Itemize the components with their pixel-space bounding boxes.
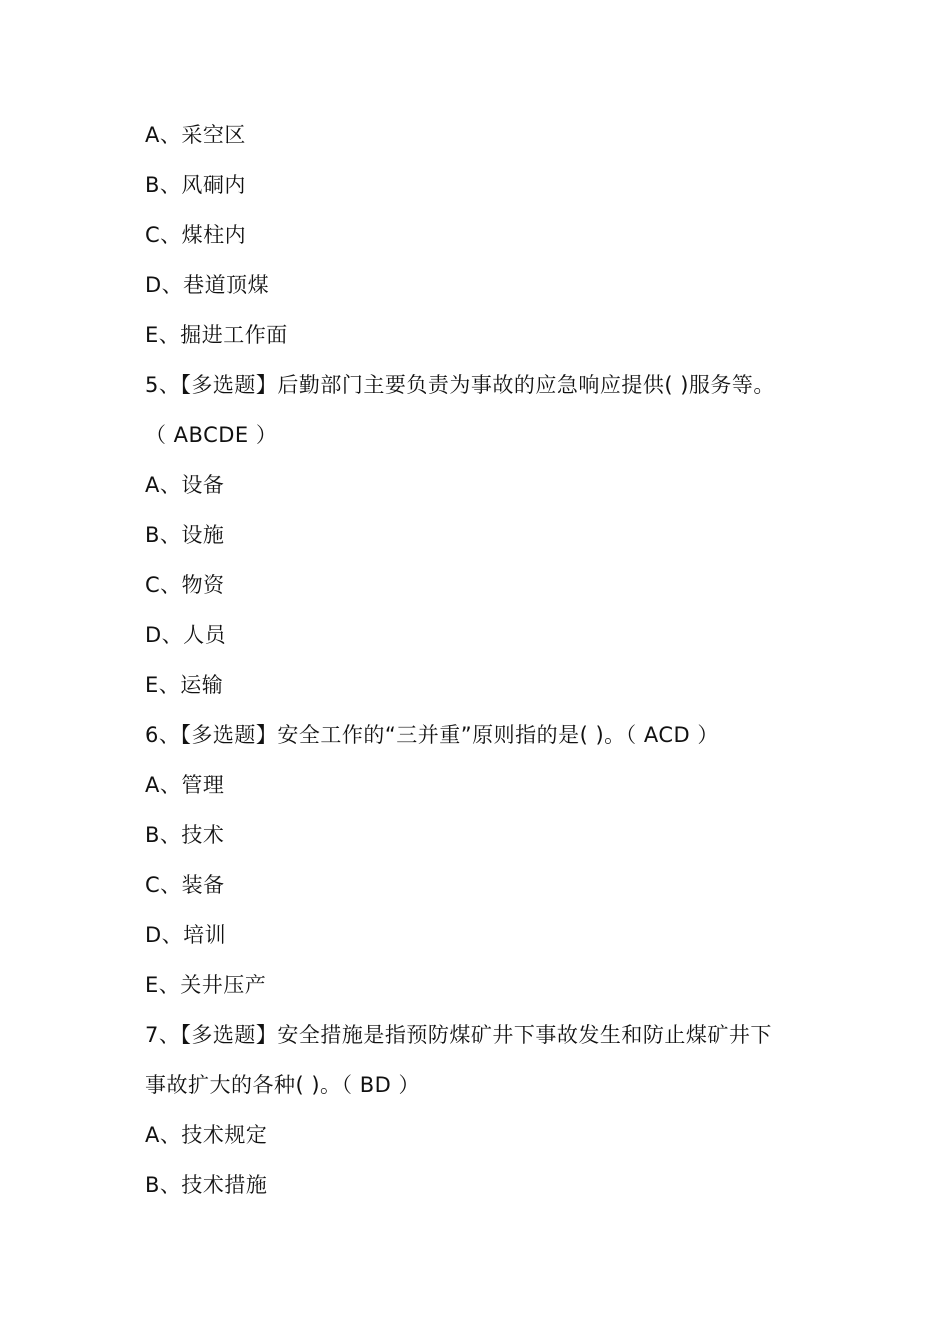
option-a-line: A、采空区 — [145, 123, 246, 147]
question-5-text: 5、【多选题】后勤部门主要负责为事故的应急响应提供( )服务等。 — [145, 373, 775, 397]
option-e-line: E、关井压产 — [145, 973, 267, 997]
question-6-text: 6、【多选题】安全工作的“三并重”原则指的是( )。（ ACD ） — [145, 723, 719, 747]
question-7-text: 7、【多选题】安全措施是指预防煤矿井下事故发生和防止煤矿井下 — [145, 1023, 772, 1047]
option-c-line: C、物资 — [145, 573, 225, 597]
option-e-line: E、掘进工作面 — [145, 323, 288, 347]
option-b-line: B、技术 — [145, 823, 225, 847]
option-d-line: D、巷道顶煤 — [145, 273, 270, 297]
option-e-line: E、运输 — [145, 673, 224, 697]
option-a-line: A、设备 — [145, 473, 225, 497]
option-c-line: C、煤柱内 — [145, 223, 247, 247]
question-5-answer: （ ABCDE ） — [145, 423, 278, 447]
option-a-line: A、管理 — [145, 773, 225, 797]
option-c-line: C、装备 — [145, 873, 225, 897]
option-a-line: A、技术规定 — [145, 1123, 268, 1147]
option-b-line: B、设施 — [145, 523, 225, 547]
option-d-line: D、培训 — [145, 923, 227, 947]
option-d-line: D、人员 — [145, 623, 227, 647]
option-b-line: B、风硐内 — [145, 173, 246, 197]
question-7-text-continued: 事故扩大的各种( )。（ BD ） — [145, 1073, 420, 1097]
option-b-line: B、技术措施 — [145, 1173, 268, 1197]
